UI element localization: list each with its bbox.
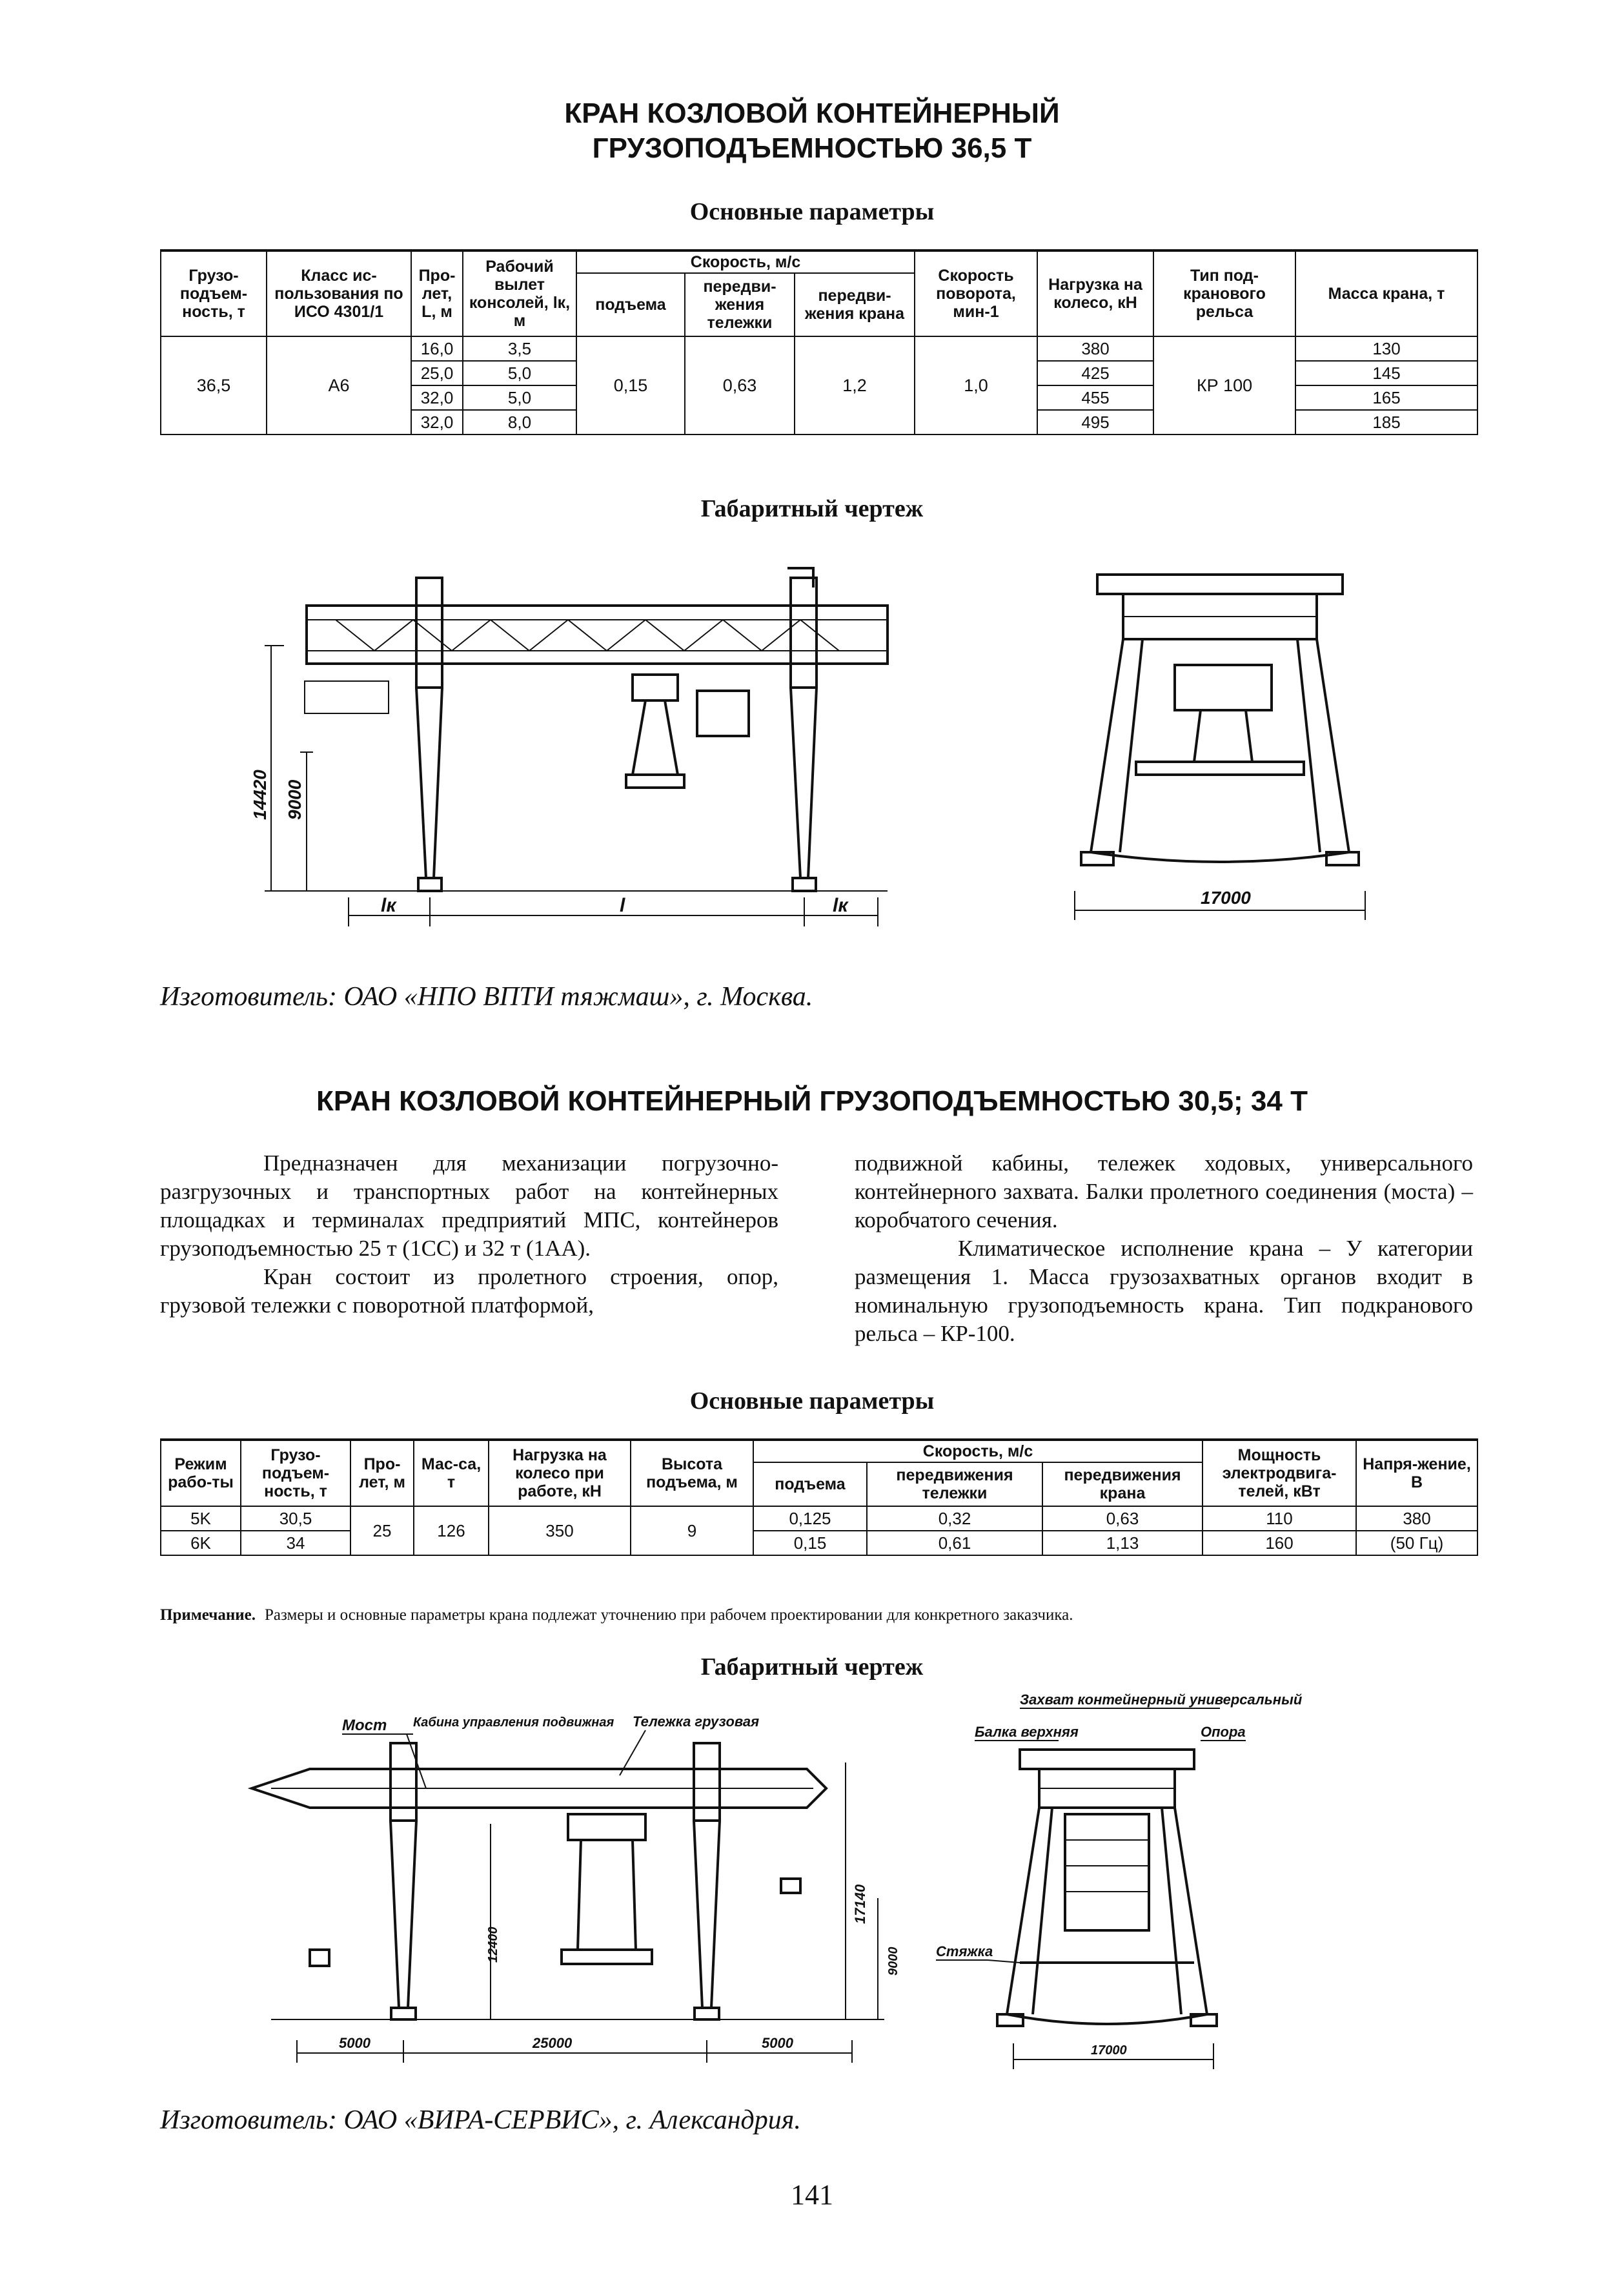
section1-title-line1: КРАН КОЗЛОВОЙ КОНТЕЙНЕРНЫЙ: [564, 97, 1060, 129]
cell-outreach: 5,0: [463, 385, 576, 410]
section2-text-col1: [160, 1149, 778, 1320]
header-class: Класс ис-пользования по ИСО 4301/1: [267, 250, 411, 336]
crane2-width-label: 17000: [1091, 2043, 1127, 2058]
crane2-beam-label: Балка верхняя: [975, 1724, 1079, 1740]
crane1-side-view-drawing: [245, 542, 904, 943]
section2-params-table: [160, 1438, 1478, 1556]
section2-maker: Изготовитель: ОАО «ВИРА-СЕРВИС», г. Александрия.: [160, 2105, 801, 2135]
section1-drawing-heading: Габаритный чертеж: [700, 495, 924, 522]
cell-rotation: 1,0: [915, 336, 1037, 434]
crane2-dim-right-label: 5000: [762, 2035, 793, 2051]
header-lift-speed: подъема: [753, 1462, 867, 1506]
crane2-dim-left-label: 5000: [339, 2035, 370, 2051]
crane2-dim-span-label: 25000: [533, 2035, 573, 2051]
header-wheel-load: Нагрузка на колесо при работе, кН: [489, 1440, 631, 1506]
crane1-width-label: 17000: [1201, 888, 1251, 908]
section2-col1-p1: Предназначен для механизации погрузочно-разгрузочных и транспортных работ на контейнерных площадках и терминалах предприятий МПС, контейнеров грузоподъемностью 25 т (1СС) и 32 т (1АА).: [160, 1150, 778, 1261]
header-speed: Скорость, м/с: [576, 250, 915, 273]
cell-wheel-load: 380: [1037, 336, 1153, 361]
header-rail: Тип под-кранового рельса: [1153, 250, 1295, 336]
cell-power: 110: [1203, 1506, 1356, 1531]
section2-drawing-heading: Габаритный чертеж: [700, 1653, 924, 1681]
crane2-height-label: 17140: [852, 1884, 868, 1924]
table-row: [161, 1506, 1477, 1531]
cell-span: 25: [350, 1506, 414, 1555]
cell-height: 9: [631, 1506, 753, 1555]
header-capacity: Грузо-подъем-ность, т: [161, 250, 267, 336]
crane2-grab-label: Захват контейнерный универсальный: [1020, 1691, 1303, 1708]
note-label: Примечание.: [160, 1606, 256, 1624]
crane2-legs-label: 9000: [886, 1947, 900, 1976]
cell-capacity: 34: [241, 1531, 350, 1555]
header-rotation: Скорость поворота, мин-1: [915, 250, 1037, 336]
cell-lift-speed: 0,15: [753, 1531, 867, 1555]
cell-crane-speed: 1,2: [795, 336, 915, 434]
cell-mode: 6K: [161, 1531, 241, 1555]
page-number: 141: [791, 2179, 833, 2211]
cell-wheel-load: 425: [1037, 361, 1153, 385]
crane2-cabin-label: Кабина управления подвижная: [413, 1715, 614, 1730]
cell-mass: 126: [414, 1506, 489, 1555]
cell-lift-speed: 0,125: [753, 1506, 867, 1531]
cell-crane-speed: 0,63: [1042, 1506, 1203, 1531]
cell-trolley-speed: 0,63: [685, 336, 795, 434]
cell-span: 25,0: [411, 361, 463, 385]
table-row: [161, 336, 1477, 361]
header-capacity: Грузо-подъем-ность, т: [241, 1440, 350, 1506]
crane1-cantilever-right-label: lк: [833, 895, 848, 916]
cell-trolley-speed: 0,32: [867, 1506, 1042, 1531]
header-height: Высота подъема, м: [631, 1440, 753, 1506]
header-wheel-load: Нагрузка на колесо, кН: [1037, 250, 1153, 336]
section1-params-table: [160, 249, 1478, 435]
cell-crane-speed: 1,13: [1042, 1531, 1203, 1555]
cell-voltage: 380: [1356, 1506, 1477, 1531]
cell-mass: 130: [1295, 336, 1477, 361]
cell-trolley-speed: 0,61: [867, 1531, 1042, 1555]
cell-class: A6: [267, 336, 411, 434]
crane1-height-legs-label: 9000: [285, 779, 305, 820]
cell-outreach: 8,0: [463, 410, 576, 434]
crane2-tie-label: Стяжка: [936, 1943, 993, 1959]
cell-wheel-load: 350: [489, 1506, 631, 1555]
crane2-trolley-label: Тележка грузовая: [633, 1713, 760, 1730]
note-text: Размеры и основные параметры крана подлежат уточнению при рабочем проектировании для конкретного заказчика.: [265, 1606, 1073, 1624]
cell-capacity: 36,5: [161, 336, 267, 434]
crane1-end-view-drawing: [1071, 568, 1368, 930]
crane2-lift-label: 12400: [486, 1926, 500, 1963]
header-trolley-speed: передвижения тележки: [867, 1462, 1042, 1506]
section1-title-line2: ГРУЗОПОДЪЕМНОСТЬЮ 36,5 Т: [592, 132, 1032, 164]
header-voltage: Напря-жение, В: [1356, 1440, 1477, 1506]
header-trolley-speed: передви-жения тележки: [685, 273, 795, 336]
header-span: Про-лет, L, м: [411, 250, 463, 336]
section1-maker: Изготовитель: ОАО «НПО ВПТИ тяжмаш», г. Москва.: [160, 982, 813, 1012]
section2-note: [160, 1606, 1477, 1624]
cell-outreach: 5,0: [463, 361, 576, 385]
crane1-cantilever-left-label: lк: [381, 895, 396, 916]
header-crane-speed: передви-жения крана: [795, 273, 915, 336]
header-mass: Масса крана, т: [1295, 250, 1477, 336]
section2-title: КРАН КОЗЛОВОЙ КОНТЕЙНЕРНЫЙ ГРУЗОПОДЪЕМНОСТЬЮ 30,5; 34 Т: [316, 1085, 1308, 1117]
cell-mass: 145: [1295, 361, 1477, 385]
header-crane-speed: передвижения крана: [1042, 1462, 1203, 1506]
header-power: Мощность электродвига-телей, кВт: [1203, 1440, 1356, 1506]
cell-voltage-freq: (50 Гц): [1356, 1531, 1477, 1555]
header-mass: Мас-са, т: [414, 1440, 489, 1506]
cell-wheel-load: 455: [1037, 385, 1153, 410]
cell-span: 32,0: [411, 410, 463, 434]
crane2-end-view-drawing: [917, 1685, 1303, 2079]
section2-col1-p2: Кран состоит из пролетного строения, опор, грузовой тележки с поворотной платформой,: [160, 1264, 778, 1318]
cell-span: 16,0: [411, 336, 463, 361]
crane2-support-label: Опора: [1201, 1724, 1246, 1740]
section2-text-col2: [855, 1149, 1473, 1348]
cell-lift-speed: 0,15: [576, 336, 685, 434]
section2-col2-p1: подвижной кабины, тележек ходовых, универсального контейнерного захвата. Балки пролетного соединения (моста) – коробчатого сечения.: [855, 1150, 1473, 1232]
section2-col2-p2: Климатическое исполнение крана – У категории размещения 1. Масса грузозахватных органов входит в номинальную грузоподъемность крана. Тип подкранового рельса – КР-100.: [855, 1236, 1473, 1346]
header-speed: Скорость, м/с: [753, 1440, 1203, 1462]
cell-rail: КР 100: [1153, 336, 1295, 434]
crane1-height-total-label: 14420: [250, 770, 270, 820]
header-mode: Режим рабо-ты: [161, 1440, 241, 1506]
cell-power: 160: [1203, 1531, 1356, 1555]
crane2-side-view-drawing: [194, 1704, 917, 2079]
crane1-span-label: l: [620, 895, 625, 916]
cell-capacity: 30,5: [241, 1506, 350, 1531]
cell-wheel-load: 495: [1037, 410, 1153, 434]
cell-mass: 165: [1295, 385, 1477, 410]
cell-mode: 5K: [161, 1506, 241, 1531]
cell-mass: 185: [1295, 410, 1477, 434]
header-lift-speed: подъема: [576, 273, 685, 336]
header-outreach: Рабочий вылет консолей, lк, м: [463, 250, 576, 336]
cell-span: 32,0: [411, 385, 463, 410]
section2-params-heading: Основные параметры: [689, 1387, 935, 1415]
section1-params-heading: Основные параметры: [689, 198, 935, 225]
crane2-bridge-label: Мост: [342, 1717, 387, 1734]
header-span: Про-лет, м: [350, 1440, 414, 1506]
cell-outreach: 3,5: [463, 336, 576, 361]
